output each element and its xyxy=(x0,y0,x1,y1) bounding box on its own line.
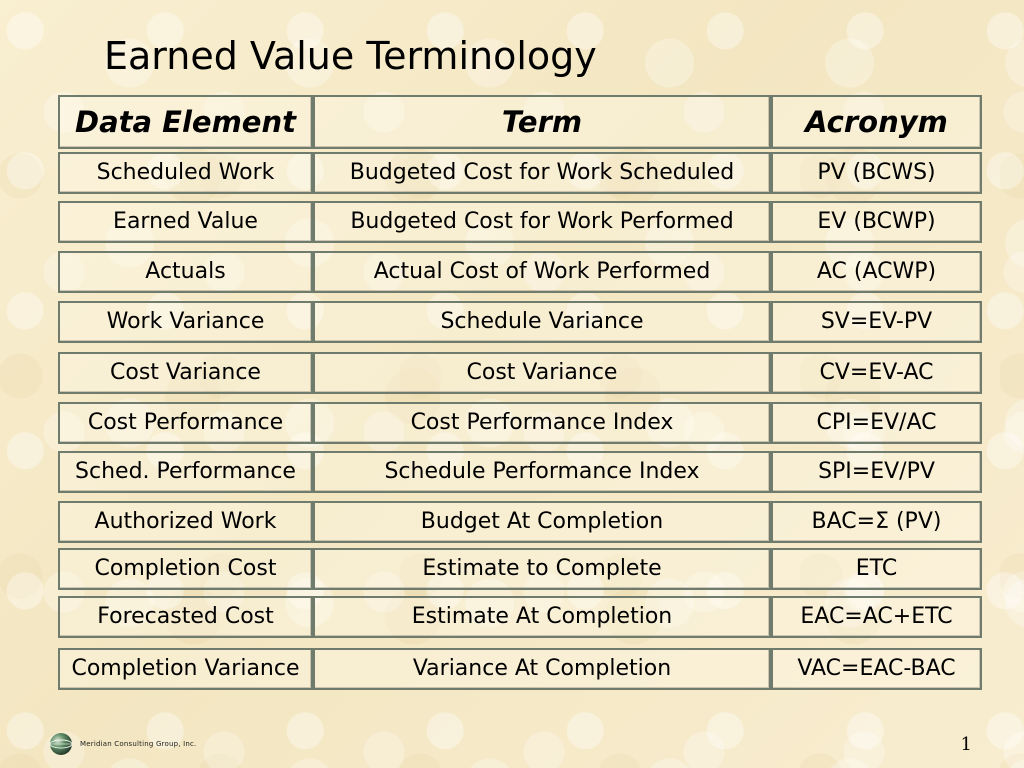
acronym-cell: SPI=EV/PV xyxy=(771,451,982,493)
table-row xyxy=(58,301,982,343)
data-element-cell: Completion Cost xyxy=(58,548,313,590)
acronym-cell: PV (BCWS) xyxy=(771,152,982,194)
data-element-cell: Cost Variance xyxy=(58,352,313,394)
term-cell: Estimate At Completion xyxy=(313,596,771,638)
term-cell: Schedule Performance Index xyxy=(313,451,771,493)
table-row xyxy=(58,501,982,543)
data-element-cell: Actuals xyxy=(58,251,313,293)
term-cell: Cost Variance xyxy=(313,352,771,394)
header-term: Term xyxy=(313,95,771,149)
table-row xyxy=(58,548,982,590)
acronym-cell: SV=EV-PV xyxy=(771,301,982,343)
globe-logo-icon xyxy=(48,731,74,757)
table-row xyxy=(58,251,982,293)
acronym-cell: ETC xyxy=(771,548,982,590)
data-element-cell: Sched. Performance xyxy=(58,451,313,493)
acronym-cell: EV (BCWP) xyxy=(771,201,982,243)
slide-title: Earned Value Terminology xyxy=(104,34,597,78)
table-row xyxy=(58,152,982,194)
data-element-cell: Scheduled Work xyxy=(58,152,313,194)
term-cell: Estimate to Complete xyxy=(313,548,771,590)
company-logo xyxy=(48,730,197,758)
data-element-cell: Authorized Work xyxy=(58,501,313,543)
acronym-cell: EAC=AC+ETC xyxy=(771,596,982,638)
acronym-cell: BAC=Σ (PV) xyxy=(771,501,982,543)
table-header-row xyxy=(58,95,982,149)
table-row xyxy=(58,402,982,444)
table-row xyxy=(58,352,982,394)
acronym-cell: CV=EV-AC xyxy=(771,352,982,394)
logo-text: Meridian Consulting Group, Inc. xyxy=(80,740,197,748)
data-element-cell: Earned Value xyxy=(58,201,313,243)
acronym-cell: CPI=EV/AC xyxy=(771,402,982,444)
page-number: 1 xyxy=(960,734,972,755)
header-data-element: Data Element xyxy=(58,95,313,149)
data-element-cell: Cost Performance xyxy=(58,402,313,444)
term-cell: Budget At Completion xyxy=(313,501,771,543)
term-cell: Variance At Completion xyxy=(313,648,771,690)
term-cell: Budgeted Cost for Work Scheduled xyxy=(313,152,771,194)
data-element-cell: Forecasted Cost xyxy=(58,596,313,638)
data-element-cell: Completion Variance xyxy=(58,648,313,690)
header-acronym: Acronym xyxy=(771,95,982,149)
data-element-cell: Work Variance xyxy=(58,301,313,343)
term-cell: Budgeted Cost for Work Performed xyxy=(313,201,771,243)
table-row xyxy=(58,201,982,243)
table-row xyxy=(58,648,982,690)
term-cell: Cost Performance Index xyxy=(313,402,771,444)
table-row xyxy=(58,451,982,493)
term-cell: Actual Cost of Work Performed xyxy=(313,251,771,293)
term-cell: Schedule Variance xyxy=(313,301,771,343)
acronym-cell: AC (ACWP) xyxy=(771,251,982,293)
table-row xyxy=(58,596,982,638)
acronym-cell: VAC=EAC-BAC xyxy=(771,648,982,690)
